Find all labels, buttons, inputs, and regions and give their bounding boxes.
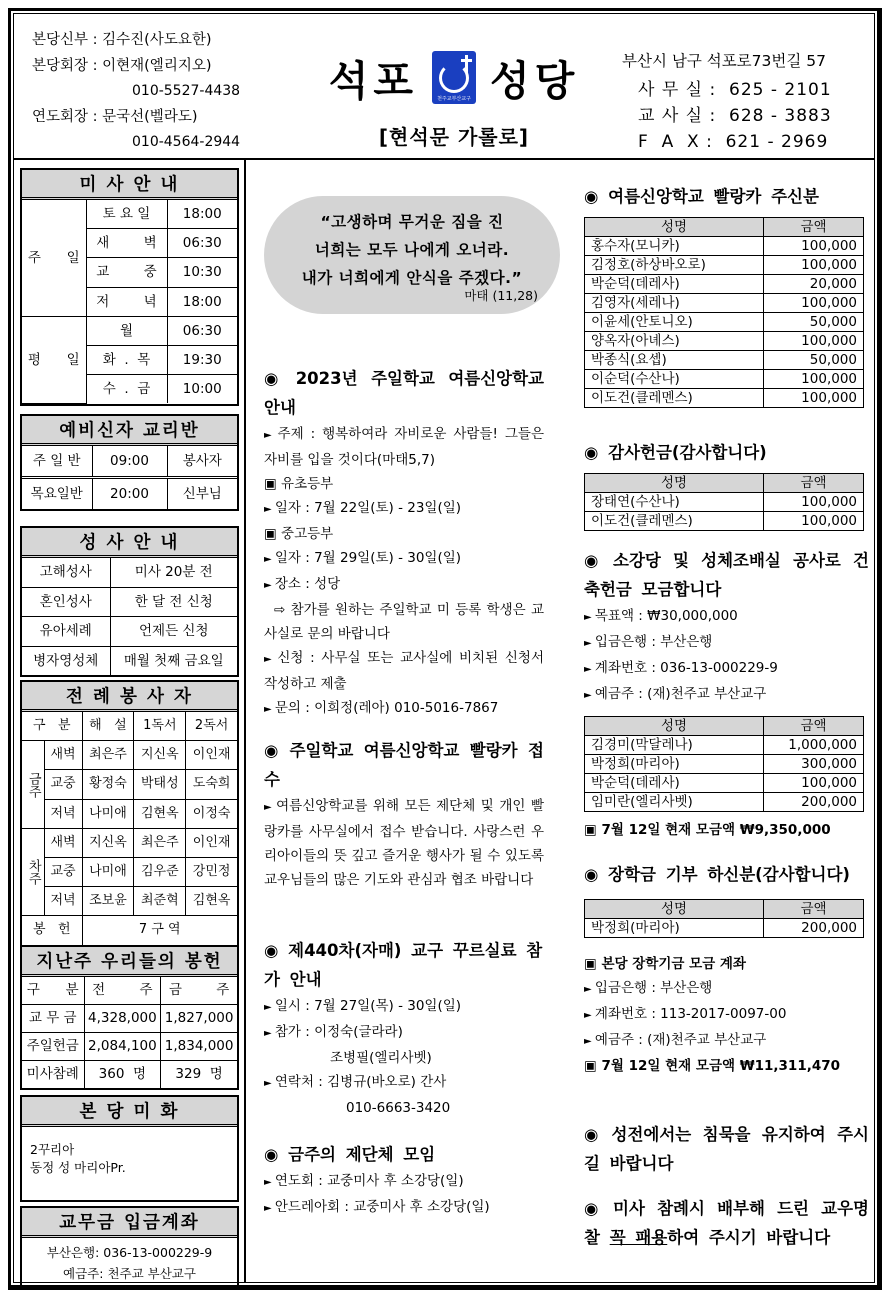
donor-name: 양옥자(아녜스) (585, 332, 764, 351)
account-title: 교무금 입금계좌 (22, 1208, 237, 1238)
donor-name: 이도건(클레멘스) (585, 512, 764, 531)
palanca-donors-section (584, 182, 869, 408)
beautification-group: 2꾸리아 (30, 1142, 75, 1157)
application: ► 신청 : 사무실 또는 교사실에 비치된 신청서 작성하고 제출 (264, 646, 544, 696)
sacrament-name: 혼인성사 (22, 587, 110, 617)
col-header: 성명 (585, 474, 764, 493)
donor-amount: 100,000 (764, 332, 864, 351)
minister-name: 도숙희 (186, 770, 237, 799)
minister-name: 황정숙 (82, 770, 134, 799)
col-header: 성명 (585, 900, 764, 919)
sacraments-box (20, 526, 239, 677)
badge-text-emphasis: 꼭 패용 (609, 1228, 668, 1247)
sacrament-name: 유아세례 (22, 617, 110, 647)
cursillo-contact: ► 연락처 : 김병규(바오로) 간사 (264, 1070, 544, 1096)
quote-line: 너희는 모두 나에게 오너라. (314, 241, 510, 259)
beautification-praesidium: 동정 성 마리아Pr. (30, 1160, 126, 1175)
donor-amount: 100,000 (764, 493, 864, 512)
mass-time: 19:30 (167, 346, 237, 375)
donor-amount: 100,000 (764, 256, 864, 275)
col-header: 구 분 (22, 712, 82, 741)
donor-amount: 50,000 (764, 351, 864, 370)
donor-name: 박정희(마리아) (585, 919, 764, 938)
patron-subtitle: [현석문 가롤로] (378, 125, 530, 149)
offerings-box (20, 945, 239, 1090)
donor-name: 김정호(하상바오로) (585, 256, 764, 275)
building-fund-title: ◉ 소강당 및 성체조배실 공사로 건축헌금 모금합니다 (584, 551, 869, 599)
class-name: 주 일 반 (22, 446, 92, 478)
col-header: 구 분 (22, 977, 84, 1005)
sacrament-name: 고해성사 (22, 558, 110, 587)
donor-amount: 1,000,000 (764, 736, 864, 755)
donor-amount: 100,000 (764, 237, 864, 256)
meeting-item: ► 연도회 : 교중미사 후 소강당(일) (264, 1169, 544, 1195)
scholarship-table (584, 899, 864, 938)
donor-name: 이도건(클레멘스) (585, 389, 764, 408)
meetings-section (264, 1140, 544, 1221)
attendance-this-week: 329 명 (161, 1061, 237, 1089)
donor-name: 홍수자(모니카) (585, 237, 764, 256)
mass-label: 새 벽 (86, 229, 167, 258)
liturgy-ministers-title: 전 례 봉 사 자 (22, 682, 237, 712)
scholarship-total: ▣ 7월 12일 현재 모금액 ₩11,311,470 (584, 1054, 869, 1078)
sacrament-info: 한 달 전 신청 (110, 587, 237, 617)
sacraments-title: 성 사 안 내 (22, 528, 237, 558)
building-fund-section (584, 546, 869, 842)
donor-name: 이윤세(안토니오) (585, 313, 764, 332)
council-chair-phone: 010-5527-4438 (132, 83, 241, 99)
address: 부산시 남구 석포로73번길 57 (622, 52, 826, 70)
middle-high-label: ▣ 중고등부 (264, 522, 544, 546)
catechumen-table (22, 446, 237, 509)
badge-text-post: 하여 주시기 바랍니다 (667, 1228, 831, 1247)
left-column (14, 160, 246, 1282)
silence-text: ◉ 성전에서는 침묵을 유지하여 주시길 바랍니다 (584, 1125, 869, 1173)
palanca-section (264, 736, 544, 892)
quote-line: “고생하며 무거운 짐을 진 (320, 213, 504, 231)
cursillo-date: ► 일시 : 7월 27일(목) - 30일(일) (264, 994, 544, 1020)
name-badge-notice (584, 1194, 869, 1252)
scholarship-fund-label: ▣ 본당 장학기금 모금 계좌 (584, 952, 869, 976)
cursillo-title: ◉ 제440차(자매) 교구 꾸르실료 참가 안내 (264, 941, 543, 989)
next-week-label: 차주 (22, 828, 44, 916)
donor-name: 이순덕(수산나) (585, 370, 764, 389)
col-header: 성명 (585, 218, 764, 237)
scholarship-section (584, 860, 869, 1078)
title-left: 석포 (328, 57, 418, 105)
mass-label: 저 녁 (86, 287, 167, 316)
amount-this-week: 1,827,000 (161, 1005, 237, 1033)
cursillo-participants: ► 참가 : 이정숙(글라라) (264, 1020, 544, 1046)
bulletin-page (8, 8, 882, 1290)
weekday-label: 평 일 (22, 316, 86, 403)
fund-goal: ► 목표액 : ₩30,000,000 (584, 604, 869, 630)
page-inner-frame (13, 13, 875, 1283)
theme: ► 주제 : 행복하여라 자비로운 사람들! 그들은 자비를 입을 것이다(마태5,7) (264, 422, 544, 472)
mass-slot: 교중 (44, 858, 82, 887)
quote-line: 내가 너희에게 안식을 주겠다.” (301, 269, 523, 287)
parish-title-block (314, 48, 594, 150)
offerings-table (22, 977, 237, 1088)
silence-notice (584, 1120, 869, 1178)
minister-name: 최은주 (82, 741, 134, 770)
donor-amount: 20,000 (764, 275, 864, 294)
mass-time: 18:00 (167, 287, 237, 316)
mass-label: 수 . 금 (86, 375, 167, 404)
minister-name: 김현옥 (134, 799, 186, 828)
sacrament-name: 병자영성체 (22, 646, 110, 675)
bulletin-header (14, 14, 874, 160)
badge-text-pre: ◉ 미사 참례시 배부해 드린 교우명찰 (584, 1199, 869, 1247)
donor-amount: 100,000 (764, 389, 864, 408)
minister-name: 이정숙 (186, 799, 237, 828)
donor-name: 박순덕(데레사) (585, 774, 764, 793)
minister-name: 박태성 (134, 770, 186, 799)
class-time: 20:00 (92, 478, 167, 510)
middle-high-date: ► 일자 : 7월 29일(토) - 30일(일) (264, 546, 544, 572)
middle-column (248, 160, 564, 1282)
row-label: 교 무 금 (22, 1005, 84, 1033)
diocese-logo-icon (432, 51, 476, 104)
col-header: 전 주 (84, 977, 161, 1005)
col-header: 금액 (764, 717, 864, 736)
cursillo-contact-phone: 010-6663-3420 (346, 1100, 451, 1116)
mass-time: 10:30 (167, 258, 237, 287)
col-header: 2독서 (186, 712, 237, 741)
thanks-offering-table (584, 473, 864, 531)
minister-name: 나미애 (82, 858, 134, 887)
building-fund-total: ▣ 7월 12일 현재 모금액 ₩9,350,000 (584, 818, 869, 842)
mass-schedule-table (22, 200, 237, 404)
col-header: 금 주 (161, 977, 237, 1005)
right-column (574, 160, 874, 1282)
sacraments-table (22, 558, 237, 675)
col-header: 금액 (764, 474, 864, 493)
donor-name: 박정희(마리아) (585, 755, 764, 774)
minister-name: 김현옥 (186, 887, 237, 916)
palanca-body: ► 여름신앙학교를 위해 모든 제단체 및 개인 빨랑카를 사무실에서 접수 받습니다. 사랑스런 우리아이들의 뜻 깊고 즐거운 행사가 될 수 있도록 교우님들의 많은 기도와 관심과 협조 바랍니다 (264, 794, 544, 892)
amount-this-week: 1,834,000 (161, 1033, 237, 1061)
amount-last-week: 2,084,100 (84, 1033, 161, 1061)
minister-name: 지신옥 (82, 828, 134, 857)
fund-account: ► 계좌번호 : 036-13-000229-9 (584, 656, 869, 682)
minister-name: 이인재 (186, 828, 237, 857)
cursillo-section (264, 936, 544, 1120)
class-name: 목요일반 (22, 478, 92, 510)
col-header: 금액 (764, 218, 864, 237)
donor-amount: 100,000 (764, 294, 864, 313)
parish-officers (32, 28, 240, 156)
minister-name: 김우준 (134, 858, 186, 887)
donor-amount: 200,000 (764, 793, 864, 812)
donor-amount: 100,000 (764, 512, 864, 531)
liturgy-ministers-table (22, 712, 237, 945)
minister-name: 강민정 (186, 858, 237, 887)
sacrament-info: 미사 20분 전 (110, 558, 237, 587)
mass-slot: 저녁 (44, 799, 82, 828)
this-week-label: 금주 (22, 741, 44, 829)
fund-holder: ► 예금주 : (재)천주교 부산교구 (584, 682, 869, 708)
account-box (20, 1206, 239, 1288)
donor-amount: 100,000 (764, 370, 864, 389)
fax-number: F A X : 621 - 2969 (638, 132, 829, 152)
offering-label: 봉 헌 (22, 916, 82, 945)
place: ► 장소 : 성당 (264, 572, 544, 598)
mass-slot: 새벽 (44, 741, 82, 770)
donor-name: 박종식(요셉) (585, 351, 764, 370)
amount-last-week: 4,328,000 (84, 1005, 161, 1033)
minister-name: 이인재 (186, 741, 237, 770)
mass-time: 10:00 (167, 375, 237, 404)
row-label: 미사참례 (22, 1061, 84, 1089)
donor-amount: 300,000 (764, 755, 864, 774)
minister-name: 지신옥 (134, 741, 186, 770)
donor-name: 김경미(막달레나) (585, 736, 764, 755)
mass-slot: 저녁 (44, 887, 82, 916)
summer-school-title: ◉ 2023년 주일학교 여름신앙학교 안내 (264, 369, 544, 417)
registration-note: ⇨ 참가를 원하는 주일학교 미 등록 학생은 교사실로 문의 바랍니다 (264, 602, 544, 642)
mass-time: 06:30 (167, 229, 237, 258)
beautification-title: 본 당 미 화 (22, 1097, 237, 1127)
palanca-donors-table (584, 217, 864, 408)
elders-chair-phone: 010-4564-2944 (132, 134, 241, 150)
scholarship-holder: ► 예금주 : (재)천주교 부산교구 (584, 1028, 869, 1054)
class-teacher: 봉사자 (167, 446, 237, 478)
liturgy-ministers-box (20, 680, 239, 947)
donor-name: 박순덕(데레사) (585, 275, 764, 294)
elementary-date: ► 일자 : 7월 22일(토) - 23일(일) (264, 496, 544, 522)
council-chair: 본당회장 : 이현재(엘리지오) (32, 57, 212, 74)
sacrament-info: 언제든 신청 (110, 617, 237, 647)
catechumen-box (20, 414, 239, 511)
sunday-label: 주 일 (22, 200, 86, 316)
thanks-offering-title: ◉ 감사헌금(감사합니다) (584, 443, 767, 462)
offering-district: 7 구 역 (82, 916, 237, 945)
sacrament-info: 매월 첫째 금요일 (110, 646, 237, 675)
account-number: 부산은행: 036-13-000229-9 (46, 1245, 213, 1260)
attendance-last-week: 360 명 (84, 1061, 161, 1089)
inquiry-contact: ► 문의 : 이희정(레아) 010-5016-7867 (264, 696, 544, 722)
col-header: 성명 (585, 717, 764, 736)
minister-name: 조보윤 (82, 887, 134, 916)
col-header: 1독서 (134, 712, 186, 741)
beautification-box (20, 1095, 239, 1202)
summer-school-section (264, 364, 544, 722)
donor-name: 김영자(세레나) (585, 294, 764, 313)
palanca-donors-title: ◉ 여름신앙학교 빨랑카 주신분 (584, 187, 819, 206)
minister-name: 최은주 (134, 828, 186, 857)
quote-reference: 마태 (11,28) (464, 288, 538, 303)
offerings-title: 지난주 우리들의 봉헌 (22, 947, 237, 977)
mass-slot: 새벽 (44, 828, 82, 857)
mass-label: 토 요 일 (86, 200, 167, 229)
office-phone: 사 무 실 : 625 - 2101 (638, 80, 832, 100)
minister-name: 최준혁 (134, 887, 186, 916)
mass-slot: 교중 (44, 770, 82, 799)
class-teacher: 신부님 (167, 478, 237, 510)
mass-schedule-title: 미 사 안 내 (22, 170, 237, 200)
pastor: 본당신부 : 김수진(사도요한) (32, 32, 212, 48)
meetings-title: ◉ 금주의 제단체 모임 (264, 1145, 436, 1164)
col-header: 금액 (764, 900, 864, 919)
logo-label: 천주교부산교구 (437, 96, 471, 102)
account-holder: 예금주: 천주교 부산교구 (63, 1266, 196, 1281)
donor-amount: 50,000 (764, 313, 864, 332)
mass-time: 18:00 (167, 200, 237, 229)
row-label: 주일헌금 (22, 1033, 84, 1061)
mass-time: 06:30 (167, 316, 237, 345)
meeting-item: ► 안드레아회 : 교중미사 후 소강당(일) (264, 1195, 544, 1221)
teachers-phone: 교 사 실 : 628 - 3883 (638, 106, 832, 126)
mass-label: 교 중 (86, 258, 167, 287)
scholarship-account: ► 계좌번호 : 113-2017-0097-00 (584, 1002, 869, 1028)
mass-label: 화 . 목 (86, 346, 167, 375)
scripture-quote (264, 196, 560, 314)
contact-info (622, 48, 832, 155)
scholarship-title: ◉ 장학금 기부 하신분(감사합니다) (584, 865, 850, 884)
mass-schedule-box (20, 168, 239, 406)
title-right: 성당 (490, 57, 580, 105)
class-time: 09:00 (92, 446, 167, 478)
thanks-offering-section (584, 438, 869, 531)
cursillo-participants-cont: 조병필(엘리사벳) (330, 1050, 432, 1066)
donor-amount: 100,000 (764, 774, 864, 793)
minister-name: 나미애 (82, 799, 134, 828)
building-fund-table (584, 716, 864, 812)
donor-name: 장태연(수산나) (585, 493, 764, 512)
mass-label: 월 (86, 316, 167, 345)
elders-chair: 연도회장 : 문국선(벨라도) (32, 108, 198, 125)
elementary-label: ▣ 유초등부 (264, 472, 544, 496)
palanca-title: ◉ 주일학교 여름신앙학교 빨랑카 접수 (264, 741, 544, 789)
catechumen-title: 예비신자 교리반 (22, 416, 237, 446)
donor-name: 임미란(엘리사벳) (585, 793, 764, 812)
fund-bank: ► 입금은행 : 부산은행 (584, 630, 869, 656)
scholarship-bank: ► 입금은행 : 부산은행 (584, 976, 869, 1002)
donor-amount: 200,000 (764, 919, 864, 938)
col-header: 해 설 (82, 712, 134, 741)
